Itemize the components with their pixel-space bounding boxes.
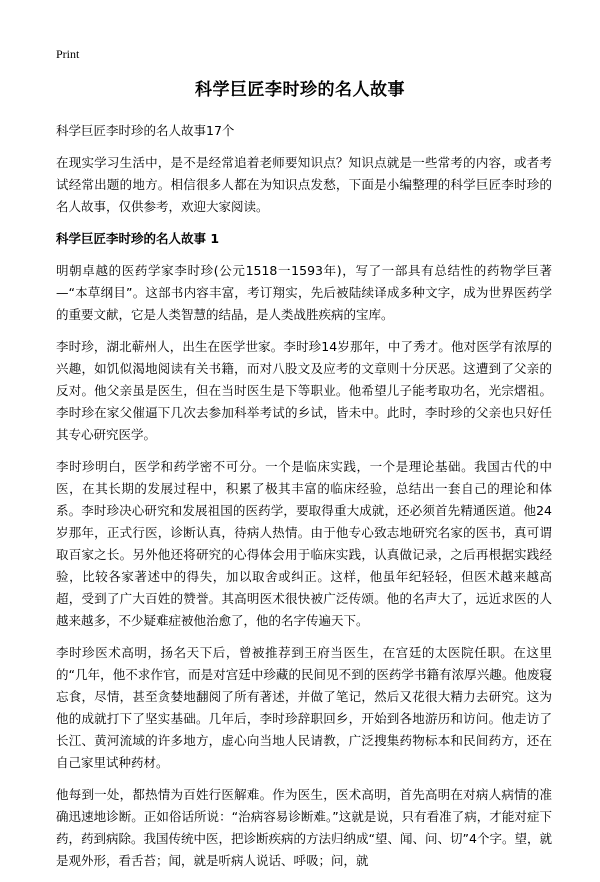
body-paragraph-2: 李时珍，湖北蕲州人，出生在医学世家。李时珍14岁那年，中了秀才。他对医学有浓厚的兴趣，如饥似渴地阅读有关书籍，而对八股文及应考的文章则十分厌恶。这遭到了父亲的反对。他父亲虽是医生，但在当时医生是下等职业。他希望儿子能考取功名，光宗熠祖。李时珍在家父催逼下几次去参加科举考试的乡试，皆未中。此时，李时珍的父亲也只好任其专心研究医学。 [56,339,552,442]
print-label: Print [56,47,80,61]
body-paragraph-5: 他每到一处，都热情为百姓行医解难。作为医生，医术高明，首先高明在对病人病情的准确迅速地诊断。正如俗话所说：“治病容易诊断难。”这就是说，只有看准了病，才能对症下药，药到病除。我国传统中医，把诊断疾病的方法归纳成“望、闻、问、切”4个字。望，就是观外形，看舌苔；闻，就是听病人说话、呼吸；问，就 [56,787,552,868]
page-title: 科学巨匠李时珍的名人故事 [195,80,405,100]
document-subtitle: 科学巨匠李时珍的名人故事17个 [56,123,235,138]
intro-paragraph: 在现实学习生活中，是不是经常追着老师要知识点？知识点就是一些常考的内容，或者考试经常出题的地方。相信很多人都在为知识点发愁，下面是小编整理的科学巨匠李时珍的名人故事，仅供参考，欢迎大家阅读。 [56,155,552,214]
body-paragraph-1: 明朝卓越的医药学家李时珍(公元1518一1593年)，写了一部具有总结性的药物学巨著—“本草纲目”。这部书内容丰富，考订翔实，先后被陆续译成多种文字，成为世界医药学的重要文献，它是人类智慧的结晶，是人类战胜疾病的宝库。 [56,263,552,322]
body-paragraph-3: 李时珍明白，医学和药学密不可分。一个是临床实践，一个是理论基础。我国古代的中医，在其长期的发展过程中，积累了极其丰富的临床经验，总结出一套自己的理论和体系。李时珍决心研究和发展祖国的医药学，要取得重大成就，还必须首先精通医道。他24岁那年，正式行医，诊断认真，待病人热情。由于他专心致志地研究名家的医书，真可谓取百家之长。另外他还将研究的心得体会用于临床实践，认真做记录，之后再根据实践经验，比较各家著述中的得失，加以取舍或纠正。这样，他虽年纪轻轻，但医术越来越高超，受到了广大百姓的赞誉。其高明医术很快被广泛传颂。他的名声大了，远近求医的人越来越多，不少疑难症被他治愈了，他的名字传遍天下。 [56,459,552,628]
body-paragraph-4: 李时珍医术高明，扬名天下后，曾被推荐到王府当医生，在宫廷的太医院任职。在这里的“几年，他不求作官，而是对宫廷中珍藏的民间见不到的医药学书籍有浓厚兴趣。他废寝忘食，尽情，甚至贪婪地翻阅了所有著述，并做了笔记，然后又花很大精力去研究。这为他的成就打下了坚实基础。几年后，李时珍辞职回乡，开始到各地游历和访问。他走访了长江、黄河流域的许多地方，虚心向当地人民请教，广泛搜集药物标本和民间药方，还在自己家里试种药材。 [56,645,552,770]
section-heading: 科学巨匠李时珍的名人故事 1 [56,231,220,246]
document-body [56,120,552,882]
